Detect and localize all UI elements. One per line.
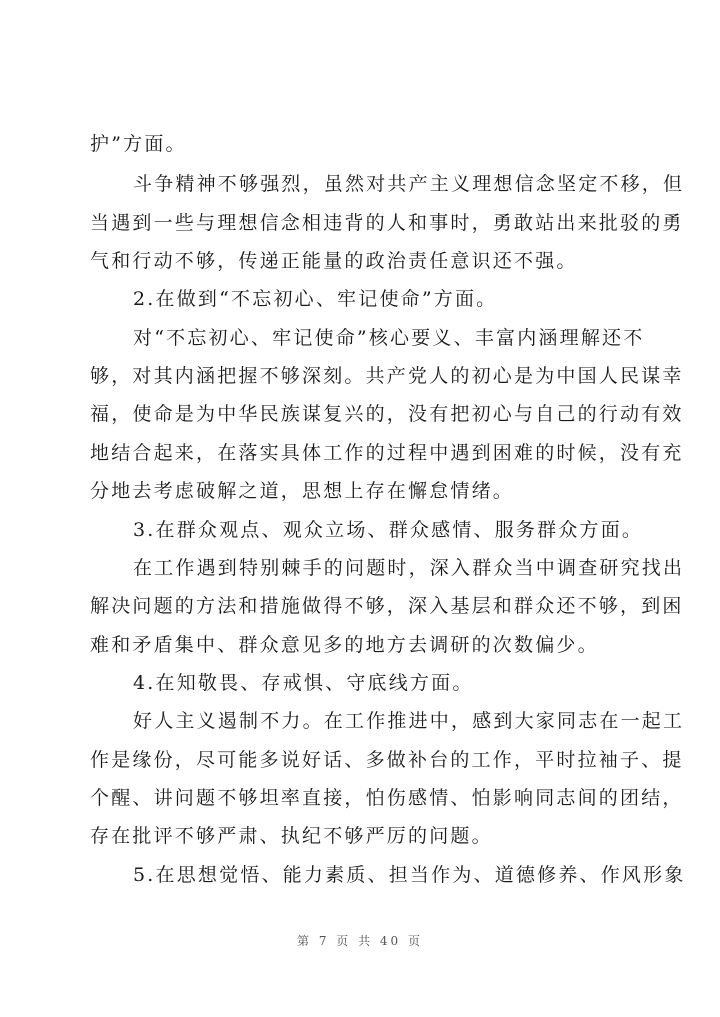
text-line: 地结合起来，在落实具体工作的过程中遇到困难的时候，没有充 — [90, 442, 684, 464]
section-heading: 2.在做到“不忘初心、牢记使命”方面。 — [133, 288, 498, 310]
text-line: 难和矛盾集中、群众意见多的地方去调研的次数偏少。 — [90, 634, 599, 656]
text-line: 护”方面。 — [90, 133, 187, 155]
text-line: 对“不忘初心、牢记使命”核心要义、丰富内涵理解还不 — [133, 327, 645, 349]
text-line: 在工作遇到特别棘手的问题时，深入群众当中调查研究找出 — [133, 557, 685, 579]
section-heading: 3.在群众观点、观众立场、群众感情、服务群众方面。 — [133, 519, 644, 541]
section-heading: 4.在知敬畏、存戒惧、守底线方面。 — [133, 672, 474, 694]
text-line: 当遇到一些与理想信念相违背的人和事时，勇敢站出来批驳的勇 — [90, 212, 684, 234]
text-line: 福，使命是为中华民族谋复兴的，没有把初心与自己的行动有效 — [90, 403, 684, 425]
text-line: 解决问题的方法和措施做得不够，深入基层和群众还不够，到困 — [90, 595, 684, 617]
text-line: 好人主义遏制不力。在工作推进中，感到大家同志在一起工 — [133, 710, 685, 732]
text-line: 斗争精神不够强烈，虽然对共产主义理想信念坚定不移，但 — [133, 173, 685, 195]
text-line: 分地去考虑破解之道，思想上存在懈怠情绪。 — [90, 480, 515, 502]
text-line: 个醒、讲问题不够坦率直接，怕伤感情、怕影响同志间的团结， — [90, 787, 684, 809]
text-line: 气和行动不够，传递正能量的政治责任意识还不强。 — [90, 250, 578, 272]
page-number-footer: 第 7 页 共 40 页 — [297, 934, 423, 948]
text-line: 存在批评不够严肃、执纪不够严厉的问题。 — [90, 825, 493, 847]
text-line: 够，对其内涵把握不够深刻。共产党人的初心是为中国人民谋幸 — [90, 365, 684, 387]
section-heading: 5.在思想觉悟、能力素质、担当作为、道德修养、作风形象 — [133, 864, 686, 886]
text-line: 作是缘份，尽可能多说好话、多做补台的工作，平时拉袖子、提 — [90, 749, 684, 771]
